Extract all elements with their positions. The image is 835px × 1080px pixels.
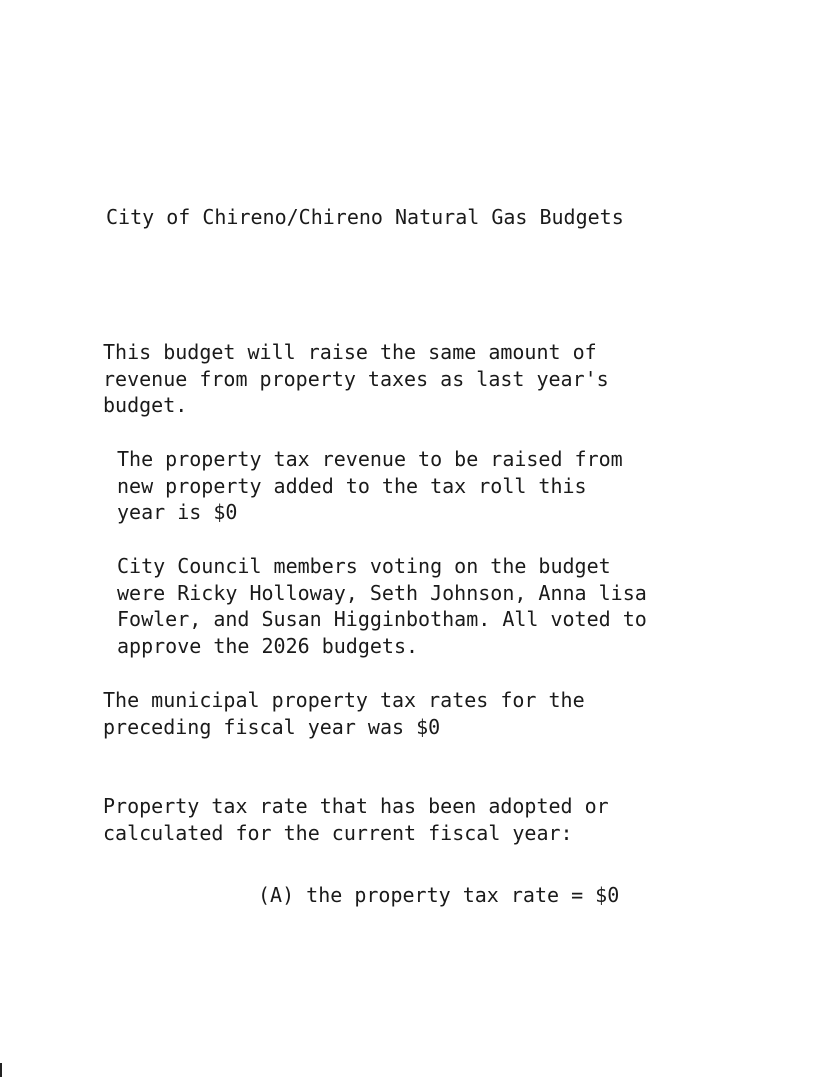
new-property-paragraph: The property tax revenue to be raised from new property added to the tax roll this year is $0 [117,447,623,524]
property-tax-rate-line: (A) the property tax rate = $0 [258,883,620,907]
revenue-paragraph: This budget will raise the same amount of revenue from property taxes as last year's budget. [103,340,609,417]
preceding-rate-paragraph: The municipal property tax rates for the preceding fiscal year was $0 [103,688,585,739]
current-rate-paragraph: Property tax rate that has been adopted or calculated for the current fiscal year: [103,794,609,845]
scan-edge-mark [0,1063,2,1077]
council-vote-paragraph: City Council members voting on the budget were Ricky Holloway, Seth Johnson, Anna lisa Fowler, and Susan Higginbotham. All voted to approve the 2026 budgets. [117,554,647,658]
document-title: City of Chireno/Chireno Natural Gas Budgets [106,205,624,229]
